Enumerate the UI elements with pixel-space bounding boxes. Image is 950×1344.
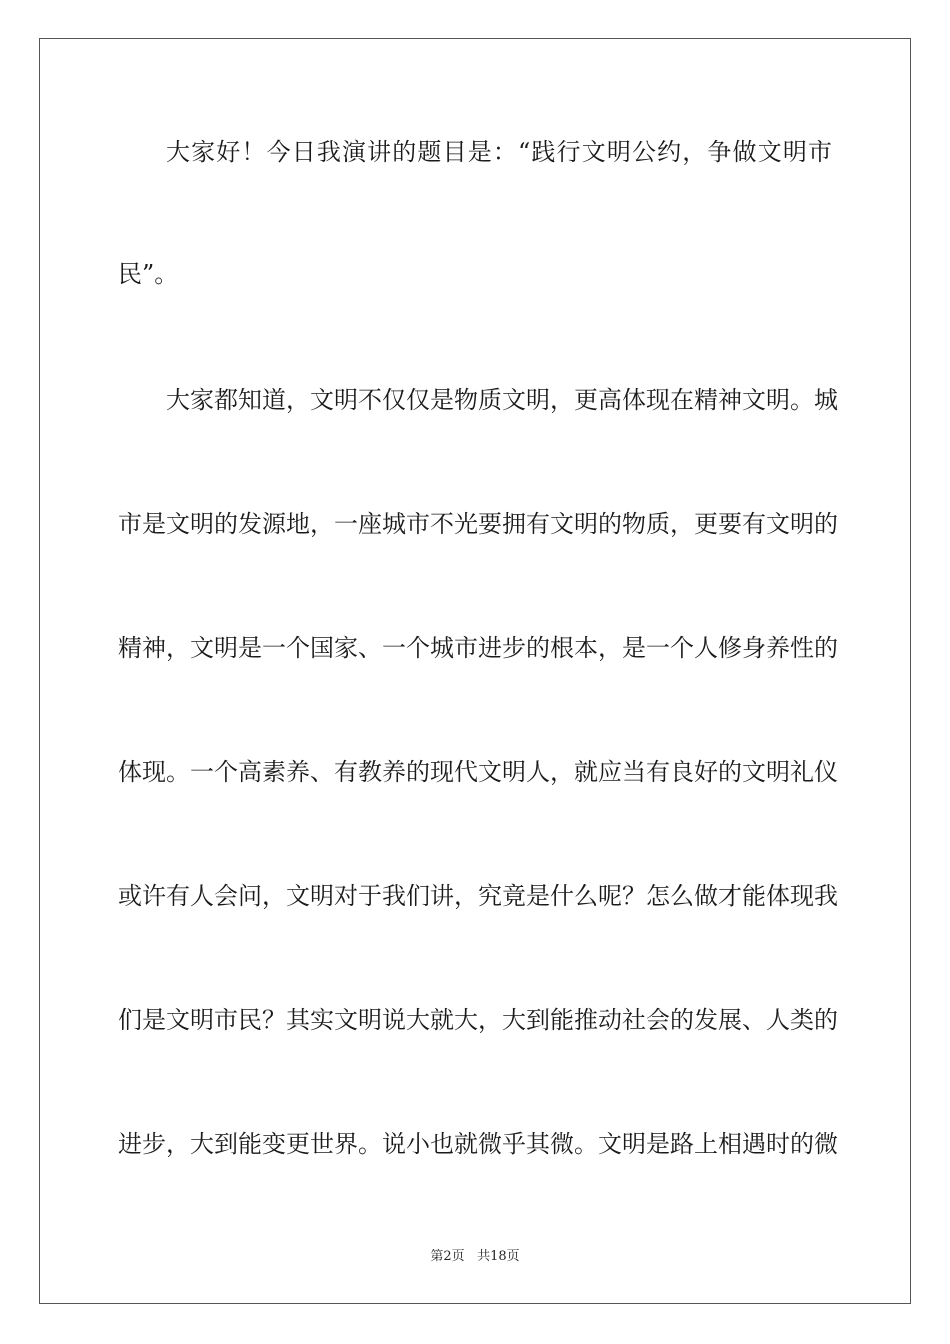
paragraph-2-line-1: 大家都知道，文明不仅仅是物质文明，更高体现在精神文明。城 <box>166 386 838 414</box>
page-footer <box>0 1248 950 1266</box>
paragraph-2-line-7: 进步，大到能变更世界。说小也就微乎其微。文明是路上相遇时的微 <box>118 1130 838 1158</box>
paragraph-2-line-3: 精神，文明是一个国家、一个城市进步的根本，是一个人修身养性的 <box>118 634 838 662</box>
paragraph-2-line-4: 体现。一个高素养、有教养的现代文明人，就应当有良好的文明礼仪 <box>118 758 838 786</box>
paragraph-1-line-1: 大家好！今日我演讲的题目是：“践行文明公约，争做文明市 <box>166 138 832 166</box>
page-number: 第2页 <box>430 1249 465 1264</box>
paragraph-2-line-5: 或许有人会问，文明对于我们讲，究竟是什么呢？怎么做才能体现我 <box>118 882 838 910</box>
paragraph-2-line-6: 们是文明市民？其实文明说大就大，大到能推动社会的发展、人类的 <box>118 1006 838 1034</box>
page-frame <box>39 38 911 1304</box>
paragraph-2-line-2: 市是文明的发源地，一座城市不光要拥有文明的物质，更要有文明的 <box>118 510 838 538</box>
page-total: 共18页 <box>477 1249 520 1264</box>
paragraph-1-line-2: 民”。 <box>118 260 179 288</box>
